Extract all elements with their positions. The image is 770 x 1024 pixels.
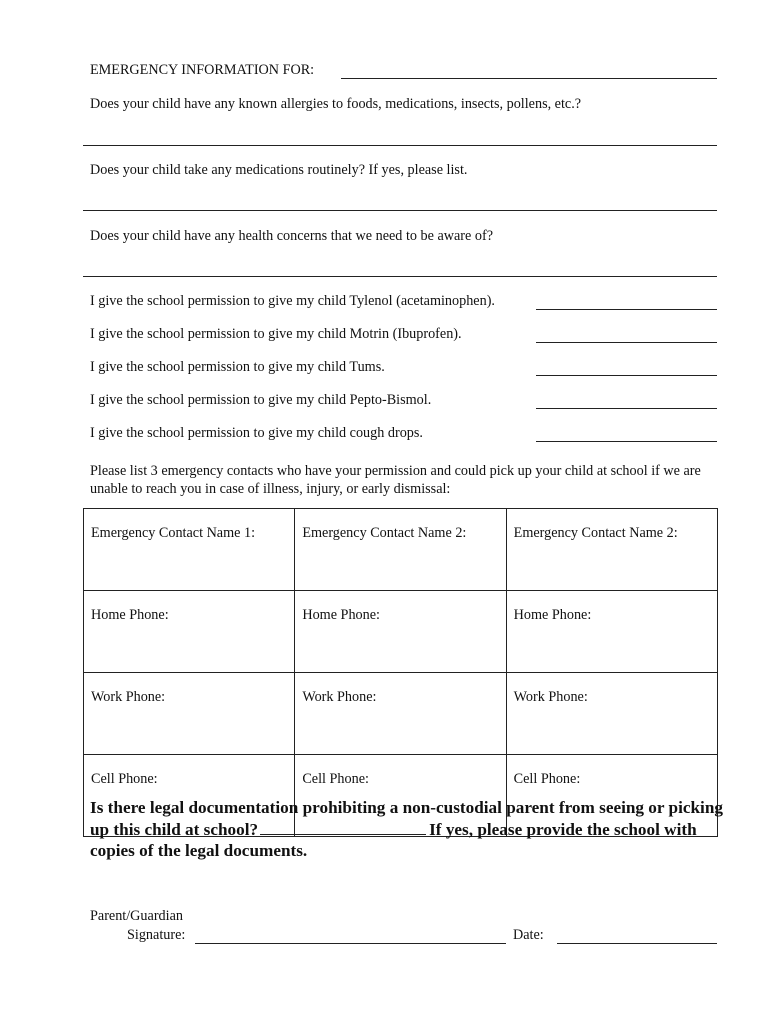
permission-text: I give the school permission to give my child cough drops. (90, 425, 423, 441)
signature-label: Signature: (127, 927, 186, 943)
legal-instructions-text: If yes, please provide the school with copies of the legal documents. (90, 819, 697, 860)
allergies-question: Does your child have any known allergies to foods, medications, insects, pollens, etc.? (90, 96, 582, 112)
legal-documentation-question (90, 797, 730, 862)
contact-3-work-phone-cell[interactable]: Work Phone: (506, 673, 717, 755)
permission-text: I give the school permission to give my child Tums. (90, 359, 385, 375)
permission-text: I give the school permission to give my child Pepto-Bismol. (90, 392, 432, 408)
parent-guardian-label: Parent/Guardian (90, 908, 183, 924)
permission-text: I give the school permission to give my child Tylenol (acetaminophen). (90, 293, 495, 309)
contact-2-home-phone-cell[interactable]: Home Phone: (295, 591, 506, 673)
permission-row-cough-drops (90, 425, 717, 445)
legal-question-text: Is there legal documentation prohibiting a non-custodial parent from seeing or picking up this child at school? (90, 798, 723, 839)
health-concerns-question: Does your child have any health concerns that we need to be aware of? (90, 228, 493, 244)
child-name-field[interactable] (341, 78, 717, 79)
permission-row-motrin (90, 326, 717, 346)
table-row (84, 509, 718, 591)
contact-3-name-cell[interactable]: Emergency Contact Name 2: (506, 509, 717, 591)
contact-3-cell-phone-cell[interactable]: Cell Phone: (506, 755, 717, 837)
permission-tums-field[interactable] (536, 375, 717, 376)
table-row (84, 673, 718, 755)
permission-motrin-field[interactable] (536, 342, 717, 343)
permission-text: I give the school permission to give my child Motrin (Ibuprofen). (90, 326, 462, 342)
contact-2-name-cell[interactable]: Emergency Contact Name 2: (295, 509, 506, 591)
allergies-answer-line[interactable] (83, 145, 717, 146)
contacts-intro: Please list 3 emergency contacts who have your permission and could pick up your child at school if we are unable to reach you in case of illness, injury, or early dismissal: (90, 463, 701, 497)
contact-2-work-phone-cell[interactable]: Work Phone: (295, 673, 506, 755)
permission-row-pepto-bismol (90, 392, 717, 412)
permission-tylenol-field[interactable] (536, 309, 717, 310)
permission-pepto-bismol-field[interactable] (536, 408, 717, 409)
emergency-contacts-table (83, 508, 718, 837)
permission-cough-drops-field[interactable] (536, 441, 717, 442)
contact-1-home-phone-cell[interactable]: Home Phone: (84, 591, 295, 673)
health-concerns-answer-line[interactable] (83, 276, 717, 277)
emergency-info-label: EMERGENCY INFORMATION FOR: (90, 62, 315, 78)
contact-2-cell-phone-cell[interactable]: Cell Phone: (295, 755, 506, 837)
contact-1-work-phone-cell[interactable]: Work Phone: (84, 673, 295, 755)
medications-question: Does your child take any medications routinely? If yes, please list. (90, 162, 468, 178)
medications-answer-line[interactable] (83, 210, 717, 211)
contact-1-cell-phone-cell[interactable]: Cell Phone: (84, 755, 295, 837)
signature-field[interactable] (195, 943, 506, 944)
table-row (84, 591, 718, 673)
permission-row-tums (90, 359, 717, 379)
date-field[interactable] (557, 943, 717, 944)
date-label: Date: (513, 927, 544, 943)
permission-row-tylenol (90, 293, 717, 313)
contact-1-name-cell[interactable]: Emergency Contact Name 1: (84, 509, 295, 591)
legal-documentation-field[interactable] (260, 819, 426, 835)
contact-3-home-phone-cell[interactable]: Home Phone: (506, 591, 717, 673)
